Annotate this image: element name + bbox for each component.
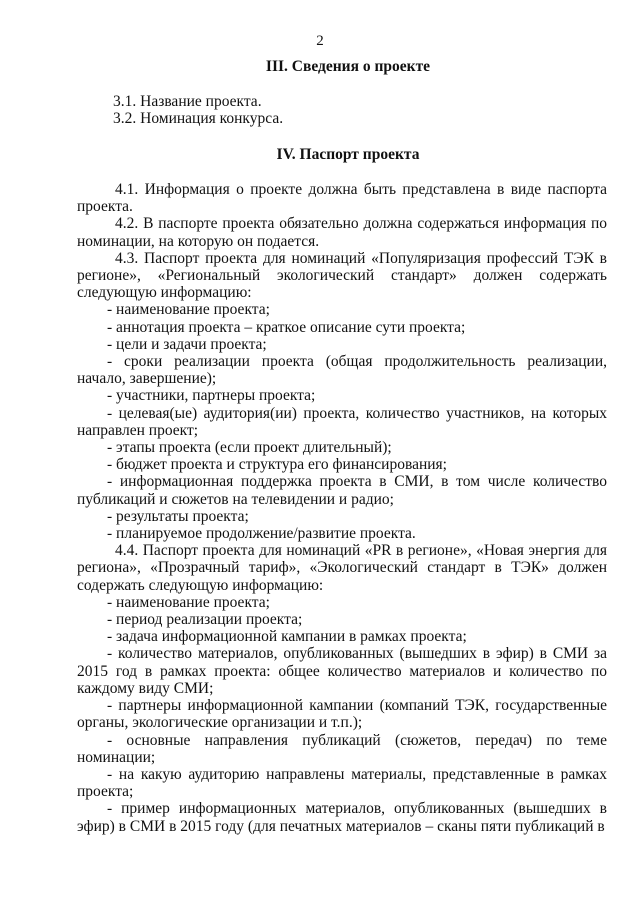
list-4-3-item: - этапы проекта (если проект длительный);: [107, 439, 392, 457]
section-4-body: [77, 181, 607, 835]
list-4-4-item: - основные направления публикаций (сюжетов, передач) по теме номинации;: [77, 731, 607, 766]
section-3-item-1: 3.1. Название проекта.: [113, 93, 262, 110]
paragraph-4-3: 4.3. Паспорт проекта для номинаций «Популяризация профессий ТЭК в регионе», «Региональный экологический стандарт» должен содержать следующую информацию:: [77, 249, 607, 302]
list-4-4-item: - период реализации проекта;: [107, 611, 303, 629]
list-4-3-item: - наименование проекта;: [107, 301, 270, 319]
list-4-4-item: - на какую аудиторию направлены материалы, представленные в рамках проекта;: [77, 765, 607, 801]
paragraph-4-2: 4.2. В паспорте проекта обязательно должна содержаться информация по номинации, на которую он подается.: [77, 215, 607, 250]
list-4-3-item: - аннотация проекта – краткое описание сути проекта;: [107, 318, 466, 336]
list-4-3-item: - сроки реализации проекта (общая продолжительность реализации, начало, завершение);: [77, 353, 607, 388]
list-4-4-item: - партнеры информационной кампании (компаний ТЭК, государственные органы, экологические организации и т.п.);: [77, 697, 607, 732]
section-4-title: IV. Паспорт проекта: [276, 146, 420, 163]
list-4-3-item: - результаты проекта;: [107, 507, 249, 525]
list-4-3-item: - цели и задачи проекта;: [107, 335, 267, 353]
section-3-items: [77, 93, 607, 127]
list-4-3-item: - целевая(ые) аудитория(ии) проекта, количество участников, на которых направлен проект;: [77, 404, 607, 439]
list-4-4-item: - наименование проекта;: [107, 593, 270, 611]
section-3-item-2: 3.2. Номинация конкурса.: [113, 110, 284, 128]
list-4-3-item: - информационная поддержка проекта в СМИ, в том числе количество публикаций и сюжетов на телевидении и радио;: [77, 473, 607, 508]
paragraph-4-1: 4.1. Информация о проекте должна быть представлена в виде паспорта проекта.: [77, 181, 607, 216]
list-4-4-item: - задача информационной кампании в рамках проекта;: [107, 628, 467, 646]
list-4-3-item: - планируемое продолжение/развитие проекта.: [107, 525, 416, 543]
section-3-title: III. Сведения о проекте: [265, 58, 431, 75]
list-4-3-item: - бюджет проекта и структура его финансирования;: [107, 456, 447, 474]
list-4-4-item: - количество материалов, опубликованных (вышедших в эфир) в СМИ за 2015 год в рамках проекта: общее количество материалов и количество по каждому виду СМИ;: [77, 645, 607, 697]
paragraph-4-4: 4.4. Паспорт проекта для номинаций «PR в регионе», «Новая энергия для региона», «Прозрачный тариф», «Экологический стандарт в ТЭК» должен содержать следующую информацию:: [77, 542, 607, 594]
page-number: 2: [316, 33, 324, 49]
list-4-4-item: - пример информационных материалов, опубликованных (вышедших в эфир) в СМИ в 2015 году (для печатных материалов – сканы пяти публикаций в: [77, 800, 607, 835]
list-4-3-item: - участники, партнеры проекта;: [107, 387, 316, 405]
